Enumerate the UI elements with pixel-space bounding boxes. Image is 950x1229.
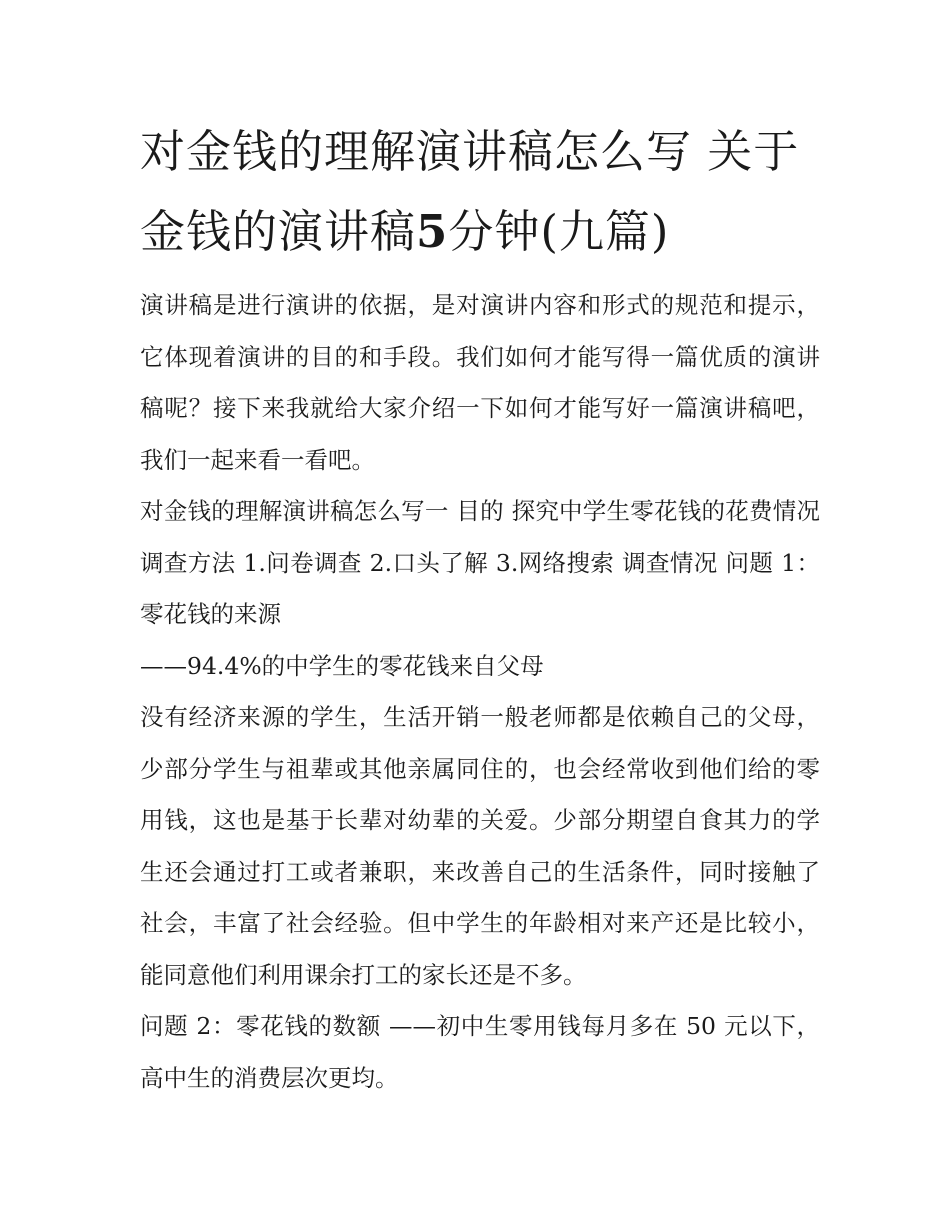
paragraph-amount: 问题 2：零花钱的数额 ——初中生零用钱每月多在 50 元以下，高中生的消费层次更均。 [140,1012,820,1092]
document-page [140,112,820,1104]
paragraph-survey-method: 对金钱的理解演讲稿怎么写一 目的 探究中学生零花钱的花费情况 调查方法 1.问卷调查 2.口头了解 3.网络搜索 调查情况 问题 1：零花钱的来源 [140,497,820,628]
paragraph-intro: 演讲稿是进行演讲的依据，是对演讲内容和形式的规范和提示，它体现着演讲的目的和手段。我们如何才能写得一篇优质的演讲稿呢？接下来我就给大家介绍一下如何才能写好一篇演讲稿吧，我们一起来看一看吧。 [140,291,820,474]
title-number: 5 [416,205,449,258]
paragraph-source-detail: 没有经济来源的学生，生活开销一般老师都是依赖自己的父母，少部分学生与祖辈或其他亲属同住的，也会经常收到他们给的零用钱，这也是基于长辈对幼辈的关爱。少部分期望自食其力的学生还会通过打工或者兼职，来改善自己的生活条件，同时接触了社会，丰富了社会经验。但中学生的年龄相对来产还是比较小，能同意他们利用课余打工的家长还是不多。 [140,703,820,989]
document-title: 对金钱的理解演讲稿怎么写 关于金钱的演讲稿5分钟(九篇) [140,125,800,258]
paragraph-source-stat: ——94.4%的中学生的零花钱来自父母 [140,651,544,680]
